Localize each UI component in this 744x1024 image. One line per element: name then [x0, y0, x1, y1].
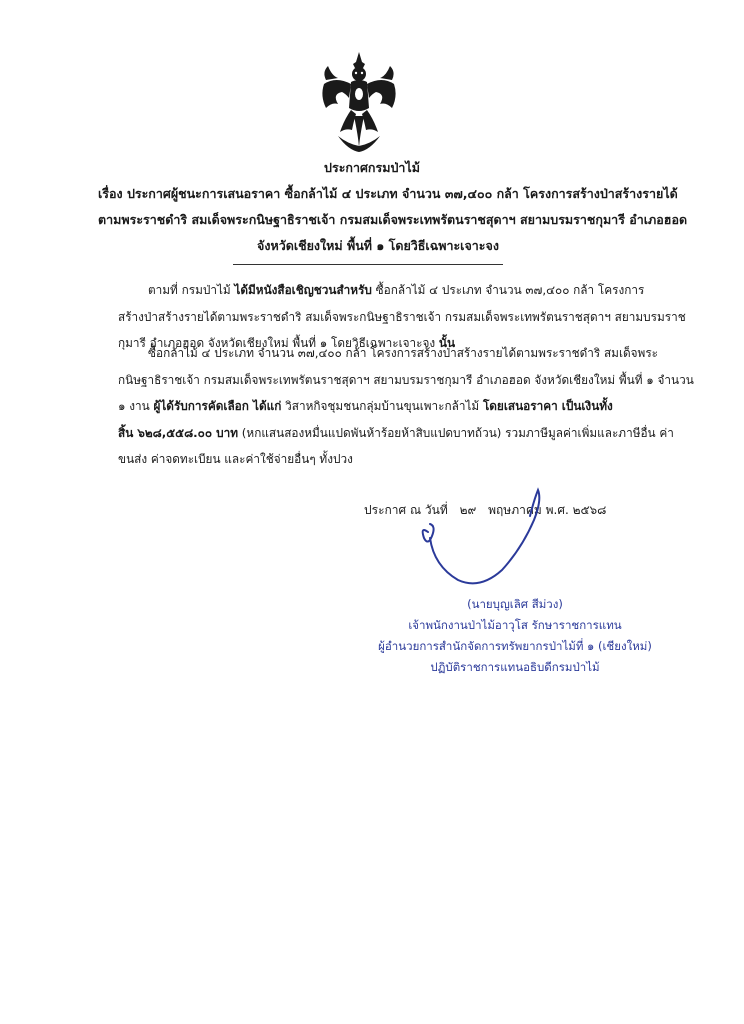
text-run-bold: โดยเสนอราคา เป็นเงินทั้ง: [482, 399, 613, 413]
paragraph-line: สร้างป่าสร้างรายได้ตามพระราชดำริ สมเด็จพระกนิษฐาธิราชเจ้า กรมสมเด็จพระเทพรัตนราชสุดาฯ สยามบรมราช: [118, 309, 686, 324]
text-run: (หกแสนสองหมื่นแปดพันห้าร้อยห้าสิบแปดบาทถ้วน) รวมภาษีมูลค่าเพิ่มและภาษีอื่น ค่า: [238, 425, 674, 440]
date-month-year: พฤษภาคม พ.ศ. ๒๕๖๘: [488, 503, 607, 517]
divider: [233, 264, 503, 265]
paragraph-line: [118, 277, 645, 304]
signatory-position: ผู้อำนวยการสำนักจัดการทรัพยากรป่าไม้ที่ ๑ (เชียงใหม่): [378, 639, 652, 653]
text-run-bold: ผู้ได้รับการคัดเลือก ได้แก่: [153, 399, 282, 413]
signatory-name: (นายบุญเลิศ สีม่วง): [467, 597, 563, 611]
text-run-bold: ได้มีหนังสือเชิญชวนสำหรับ: [234, 283, 372, 297]
document-title: ประกาศกรมป่าไม้: [324, 160, 420, 175]
paragraph-line: [118, 420, 674, 447]
date-day: ๒๙: [459, 503, 477, 517]
text-run-bold: สิ้น ๖๒๘,๕๕๘.๐๐ บาท: [118, 425, 239, 440]
paragraph-line: [118, 393, 630, 420]
subject-line: จังหวัดเชียงใหม่ พื้นที่ ๑ โดยวิธีเฉพาะเจาะจง: [257, 238, 499, 253]
paragraph-line: กนิษฐาธิราชเจ้า กรมสมเด็จพระเทพรัตนราชสุดาฯ สยามบรมราชกุมารี อำเภอฮอด จังหวัดเชียงใหม่ พื้นที่ ๑ จำนวน: [118, 372, 694, 387]
handwritten-signature: [410, 486, 560, 596]
text-run: กุมารี อำเภอฮอด จังหวัดเชียงใหม่ พื้นที่ ๑ โดยวิธีเฉพาะเจาะจง: [118, 336, 439, 350]
date-prefix: ประกาศ ณ วันที่: [364, 503, 448, 517]
paragraph-line: ซื้อกล้าไม้ ๔ ประเภท จำนวน ๓๗,๔๐๐ กล้า โครงการสร้างป่าสร้างรายได้ตามพระราชดำริ สมเด็จพระ: [148, 346, 658, 360]
text-run: ซื้อกล้าไม้ ๔ ประเภท จำนวน ๓๗,๔๐๐ กล้า โครงการ: [371, 283, 645, 297]
subject-line: ตามพระราชดำริ สมเด็จพระกนิษฐาธิราชเจ้า กรมสมเด็จพระเทพรัตนราชสุดาฯ สยามบรมราชกุมารี อำเภอฮอด: [98, 212, 688, 227]
garuda-emblem-icon: [318, 50, 400, 154]
text-run: ตามที่ กรมป่าไม้: [148, 283, 235, 297]
subject-block: [98, 181, 688, 259]
paragraph-line: ขนส่ง ค่าจดทะเบียน และค่าใช้จ่ายอื่นๆ ทั้งปวง: [118, 452, 353, 466]
subject-line: เรื่อง ประกาศผู้ชนะการเสนอราคา ซื้อกล้าไม้ ๔ ประเภท จำนวน ๓๗,๔๐๐ กล้า โครงการสร้างป่าสร้างรายได้: [98, 186, 678, 201]
text-run: วิสาหกิจชุมชนกลุ่มบ้านขุนเพาะกล้าไม้: [281, 399, 483, 413]
signatory-position: เจ้าพนักงานป่าไม้อาวุโส รักษาราชการแทน: [408, 618, 622, 632]
signatory-position: ปฏิบัติราชการแทนอธิบดีกรมป่าไม้: [430, 660, 600, 674]
text-run-bold: นั้น: [438, 336, 456, 350]
text-run: ๑ งาน: [118, 399, 154, 413]
signatory-block: [365, 594, 665, 678]
paragraph-award: [118, 340, 694, 473]
